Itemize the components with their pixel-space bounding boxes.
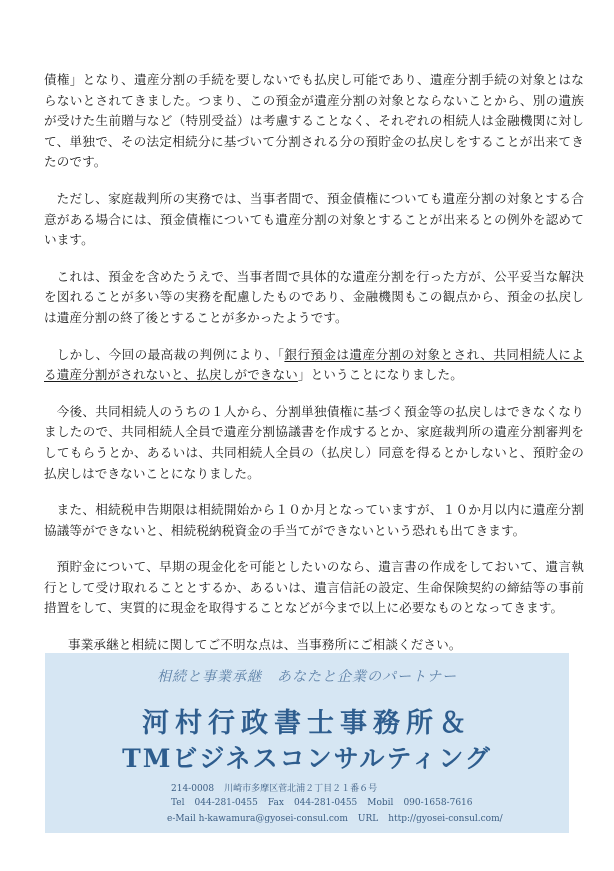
paragraph-7: 預貯金について、早期の現金化を可能としたいのなら、遺言書の作成をしておいて、遺言執行として受け取れることとするか、あるいは、遺言信託の設定、生命保険契約の締結等の事前措置をして、実質的に現金を取得することなどが今まで以上に必要なものとなってきます。 (44, 559, 584, 616)
online-contacts (167, 814, 503, 824)
mobile-label: Mobil (367, 798, 394, 808)
tel-number: 044-281-0455 (194, 798, 258, 808)
email-label: e-Mail (167, 814, 196, 824)
paragraph-6: また、相続税申告期限は相続開始から１０か月となっていますが、１０か月以内に遺産分割協議等ができないと、相続税納税資金の手当てができないという恐れも出てきます。 (44, 502, 584, 538)
phone-numbers (171, 798, 473, 808)
paragraph-4-underlined-ruling: 銀行預金は遺産分割の対象とされ、共同相続人による遺産分割がされないと、払戻しができない (44, 346, 584, 383)
street-address: 川崎市多摩区菅北浦２丁目２１番６号 (224, 784, 378, 794)
paragraph-4 (44, 345, 584, 386)
website-url[interactable]: http://gyosei-consul.com/ (388, 814, 503, 824)
firm-tagline: 相続と事業承継 あなたと企業のパートナー (157, 669, 457, 685)
paragraph-2: ただし、家庭裁判所の実務では、当事者間で、預金債権についても遺産分割の対象とする合意がある場合には、預金債権についても遺産分割の対象とすることが出来るとの例外を認めています。 (44, 190, 584, 248)
paragraph-1: 債権」となり、遺産分割の手続を要しないでも払戻し可能であり、遺産分割手続の対象とはならないとされてきました。つまり、この預金が遺産分割の対象とならないことから、別の遺族が受けた生前贈与など（特別受益）は考慮することなく、それぞれの相続人は金融機関に対して、単独で、その法定相続分に基づいて分割される分の預貯金の払戻しをすることが出来てきたのです。 (44, 72, 584, 170)
firm-contact-banner (45, 653, 569, 833)
postal-code: 214-0008 (171, 784, 215, 794)
article-body (44, 70, 584, 672)
paragraph-3: これは、預金を含めたうえで、当事者間で具体的な遺産分割を行った方が、公平妥当な解決を図れることが多い等の実務を配慮したものであり、金融機関もこの観点から、預金の払戻しは遺産分割の終了後とすることが多かったようです。 (44, 268, 584, 325)
fax-label: Fax (267, 798, 284, 808)
url-label: URL (357, 814, 379, 824)
email-address[interactable]: h-kawamura@gyosei-consul.com (198, 814, 348, 824)
paragraph-5: 今後、共同相続人のうちの１人から、分割単独債権に基づく預金等の払戻しはできなくなりましたので、共同相続人全員で遺産分割協議書を作成するとか、家庭裁判所の遺産分割審判をしてもらうとか、あるいは、共同相続人全員の（払戻し）同意を得るとかしないと、預貯金の払戻しはできないことになりました。 (44, 403, 584, 481)
firm-name-line-2: TMビジネスコンサルティング (122, 744, 492, 773)
firm-name-line-1: 河村行政書士事務所＆ (142, 708, 472, 739)
paragraph-4-lead: しかし、今回の最高裁の判例により、「 (56, 346, 285, 362)
fax-number: 044-281-0455 (293, 798, 358, 808)
tel-label: Tel (171, 798, 185, 808)
postal-address (171, 781, 377, 794)
paragraph-4-tail: 」ということになりました。 (297, 367, 463, 383)
mobile-number: 090-1658-7616 (403, 798, 473, 808)
closing-line: 事業承継と相続に関してご不明な点は、当事務所にご相談ください。 (68, 637, 462, 653)
